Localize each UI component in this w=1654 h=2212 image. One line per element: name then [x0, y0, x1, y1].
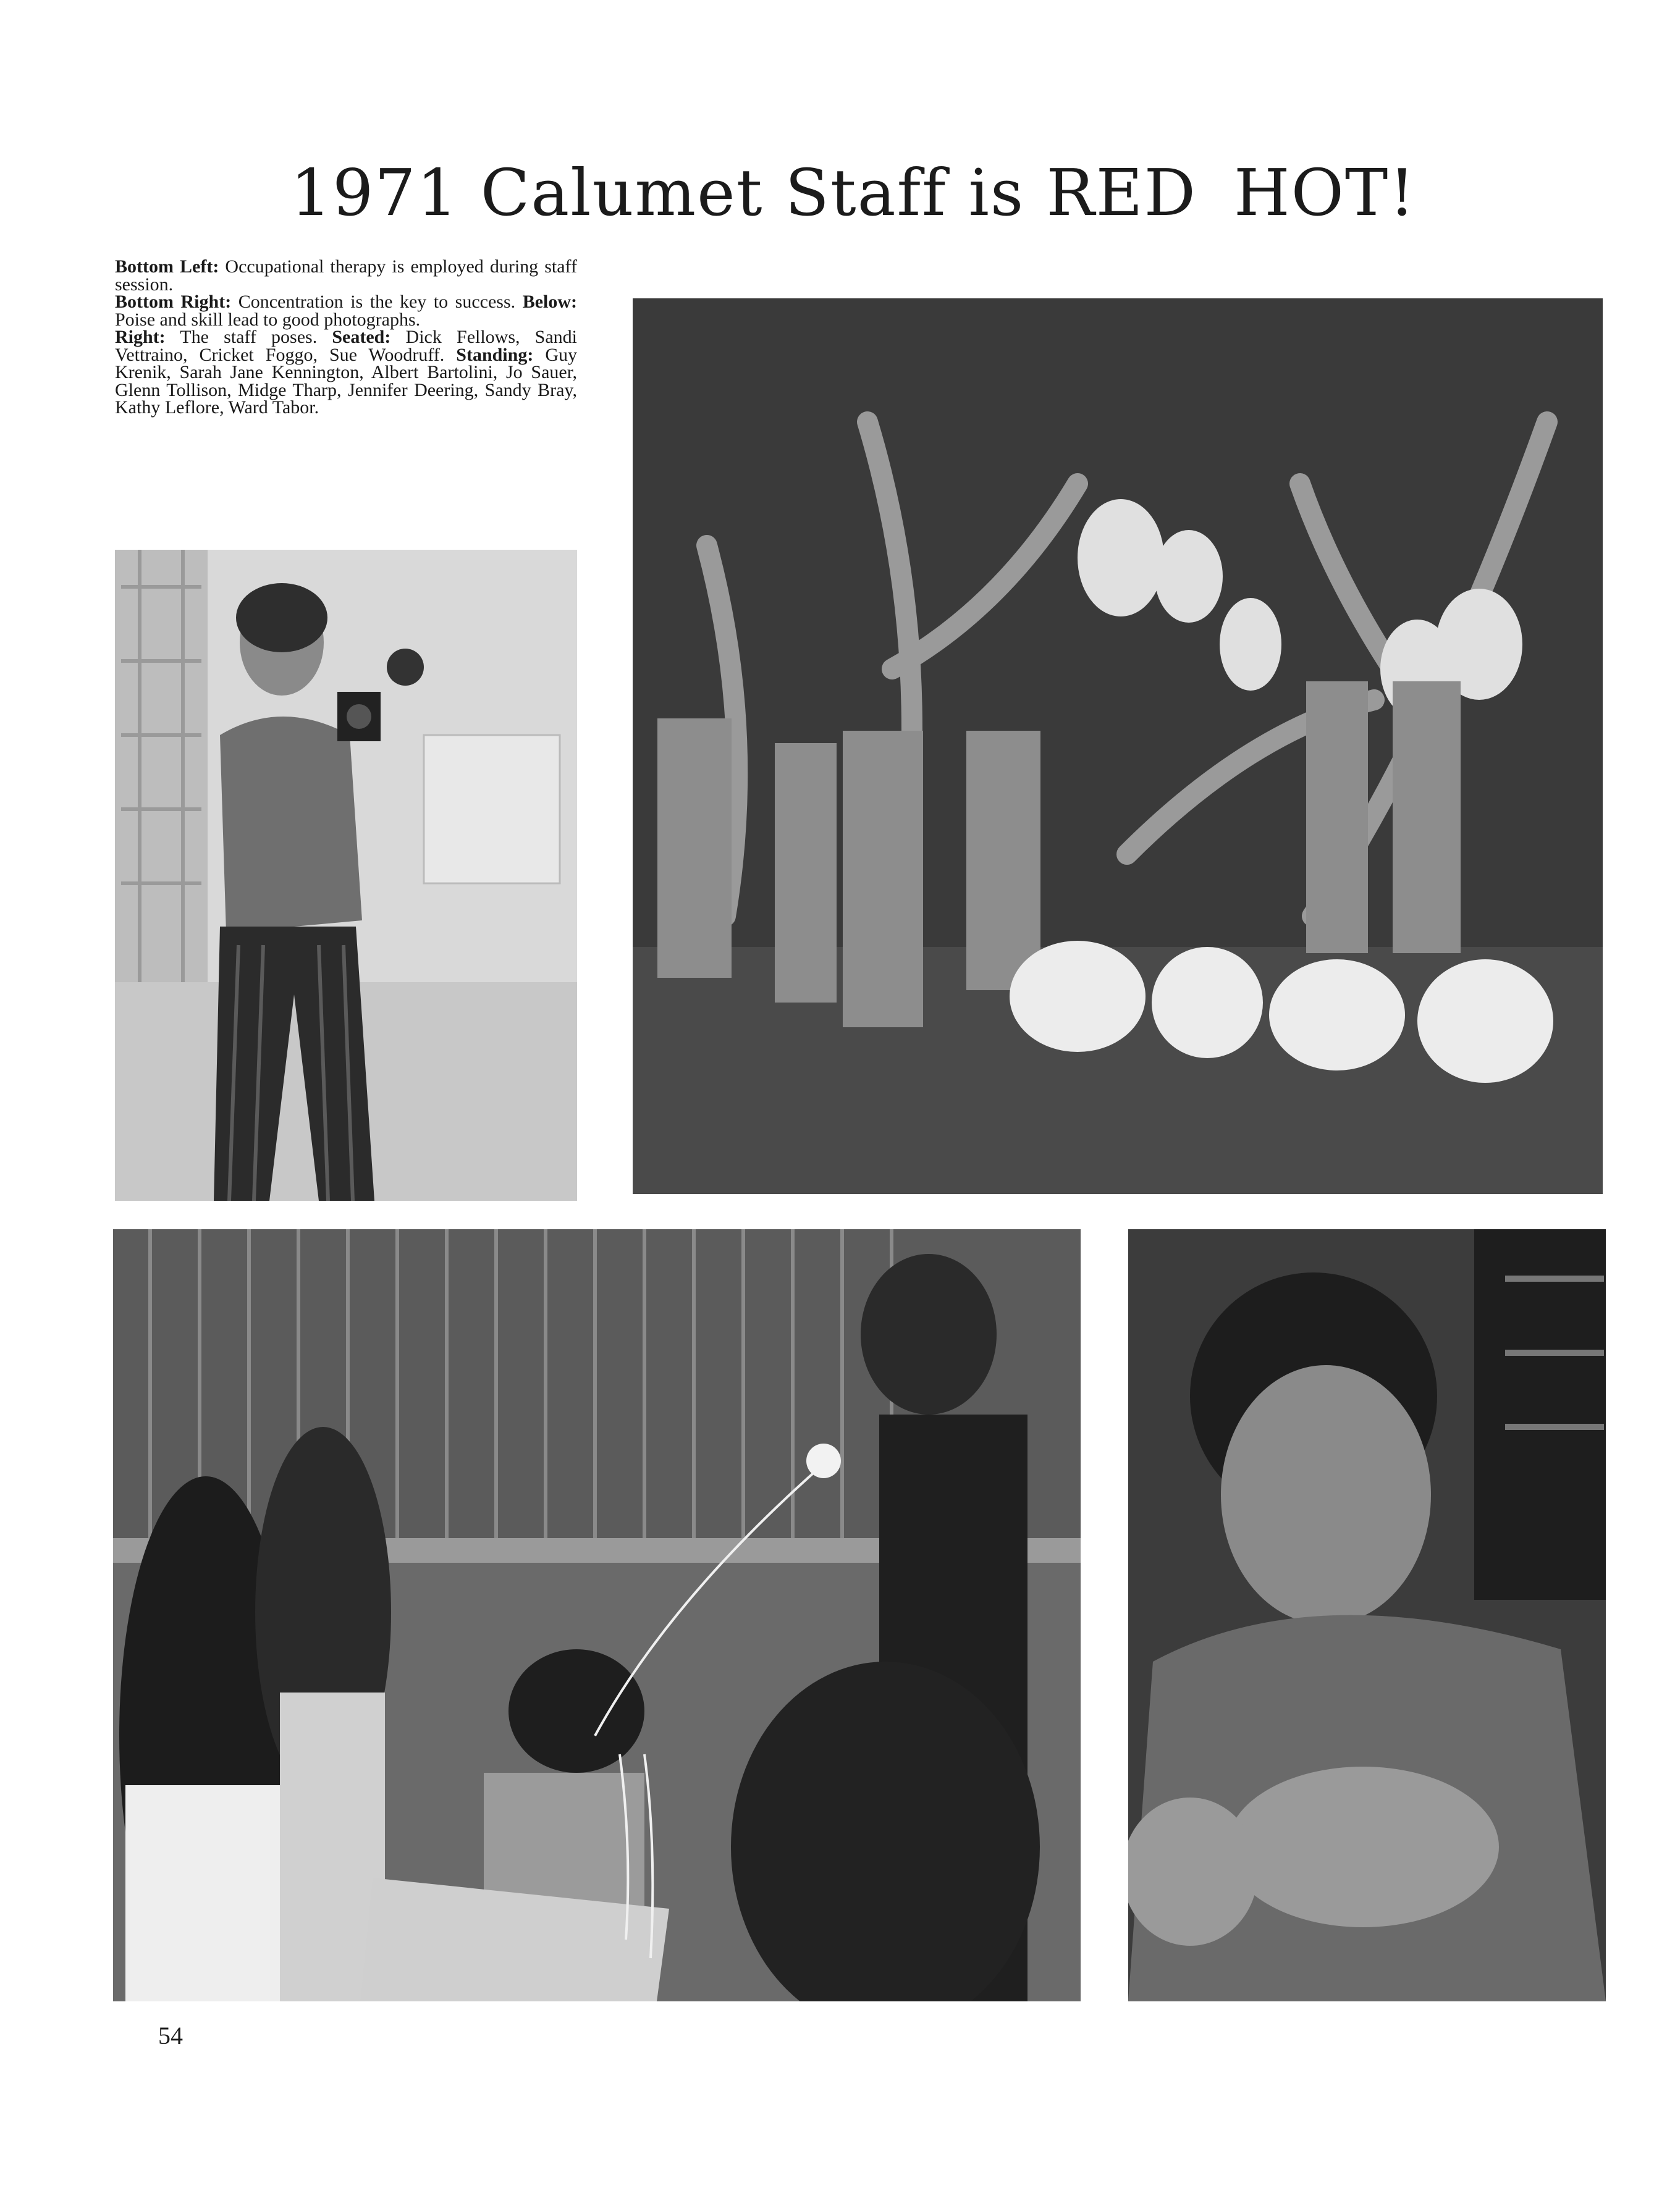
caption-label: Seated: — [332, 327, 391, 347]
caption-label: Bottom Right: — [115, 292, 232, 312]
photo-yarn-session — [113, 1229, 1081, 2001]
caption-label: Below: — [522, 292, 578, 312]
page-number: 54 — [158, 2022, 183, 2050]
page-title — [290, 155, 1417, 230]
caption-text: Poise and skill lead to good photographs. — [115, 309, 421, 330]
photo-concentration — [1128, 1229, 1606, 2001]
photographer-image — [115, 550, 577, 1201]
title-main: 1971 Calumet Staff is RED — [290, 155, 1197, 230]
photo-photographer — [115, 550, 577, 1201]
caption-text: Dick Fellows, Sandi Vettraino, Cricket Foggo, Sue Woodruff. — [115, 327, 578, 365]
staff-group-image — [633, 298, 1603, 1194]
caption-text: Guy Krenik, Sarah Jane Kennington, Albert Bartolini, Jo Sauer, Glenn Tollison, Midge Tharp, Jennifer Deering, Sandy Bray, Kathy Leflore, Ward Tabor. — [115, 344, 577, 418]
yarn-session-image — [113, 1229, 1081, 2001]
title-emphasis: HOT! — [1233, 155, 1417, 230]
caption-right — [115, 329, 577, 417]
caption-label: Standing: — [456, 344, 534, 365]
caption-label: Bottom Left: — [115, 256, 219, 277]
caption-label: Right: — [115, 327, 166, 347]
photo-caption — [115, 258, 577, 417]
photo-staff-group — [633, 298, 1603, 1194]
caption-text: The staff poses. — [180, 327, 318, 347]
caption-bottom-right — [115, 293, 577, 329]
caption-text: Concentration is the key to success. — [238, 292, 516, 312]
concentration-image — [1128, 1229, 1606, 2001]
caption-bottom-left — [115, 258, 577, 293]
caption-text: Occupational therapy is employed during staff session. — [115, 256, 577, 295]
